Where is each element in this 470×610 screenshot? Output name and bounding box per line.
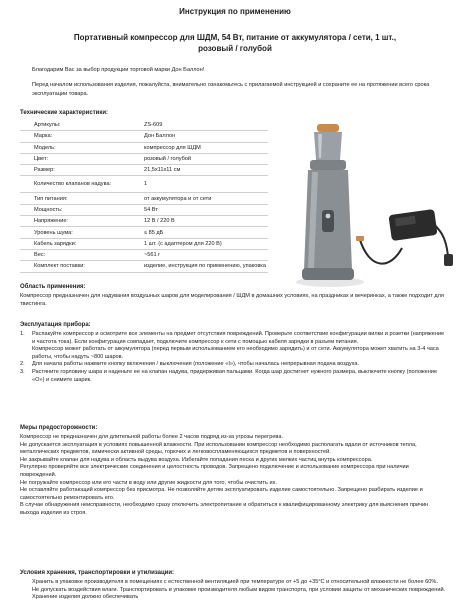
spec-value: ≤ 85 дБ (144, 229, 164, 236)
spec-label: Размер: (34, 167, 55, 174)
spec-value: 21,5x11x11 см (144, 167, 181, 174)
product-title: Портативный компрессор для ШДМ, 54 Вт, питание от аккумулятора / сети, 1 шт., розовый / голубой (73, 33, 397, 53)
operation-heading: Эксплуатация прибора: (20, 322, 91, 328)
spec-label: Марка: (34, 133, 53, 140)
spec-row (20, 261, 268, 272)
spec-row (20, 176, 268, 193)
spec-label: Мощность: (34, 206, 63, 213)
spec-label: Вес: (34, 252, 46, 259)
spec-value: 1 шт. (с адаптером для 220 В) (144, 240, 222, 247)
safety-item: Не допускается эксплуатация в условиях повышенной влажности. При использовании компрессор необходимо располагать вдали от источников тепла, металлических предметов, химически активной среды, горючих и легковоспламеняющихся предметов и поверхностей. (20, 441, 417, 456)
safety-list (20, 434, 446, 518)
storage-heading: Условия хранения, транспортировки и утилизации: (20, 570, 175, 576)
spec-label: Кабель зарядки: (34, 240, 77, 247)
list-item (20, 331, 446, 346)
spec-label: Комплект поставки: (34, 263, 85, 270)
spec-row (20, 120, 268, 131)
spec-value: 12 В / 220 В (144, 218, 175, 225)
spec-label: Модель: (34, 144, 56, 151)
safety-item: В случае обнаружения неисправности, необходимо сразу отключить электропитание и обратиться к квалифицированному электрику для выяснения причин выхода изделия из строя. (20, 502, 429, 516)
safety-item: Не оставляйте работающий компрессор без присмотра. Не позволяйте детям эксплуатировать изделие самостоятельно. Запрещено разбирать изделие и самостоятельно ремонтировать его. (20, 487, 423, 501)
safety-item: Не закрывайте клапан для надува и область выдува воздуха. Избегайте попадания песка и других мелких частиц внутрь компрессора. (20, 456, 373, 463)
list-item (20, 369, 446, 384)
spec-value: от аккумулятора и от сети (144, 195, 212, 202)
spec-row (20, 193, 268, 204)
spec-value: ~561 г (144, 252, 161, 259)
item-text: Компрессор может работать от аккумулятора (перед первым использованием его необходимо зарядить) и от сети. Аккумулятора может хватить на 3-4 часа работы, чтобы надуть ~800 шаров. (32, 346, 439, 360)
spec-row (20, 216, 268, 227)
spec-row (20, 205, 268, 216)
spec-row (20, 131, 268, 142)
item-text: Для начала работы нажмите кнопку включения / выключения (положение «I»), чтобы началась непрерывная подача воздуха. (32, 361, 360, 368)
spec-value: изделие, инструкция по применению, упаковка (144, 263, 266, 270)
spec-value: 54 Вт (144, 206, 158, 213)
spec-row (20, 154, 268, 165)
item-number: 2. (20, 361, 25, 368)
spec-row (20, 143, 268, 154)
safety-item: Компрессор не предназначен для длительной работы более 2 часов подряд из-за угрозы перегрева. (20, 434, 283, 440)
list-item (20, 361, 446, 369)
spec-row (20, 165, 268, 176)
spec-label: Цвет: (34, 156, 49, 163)
operation-list (20, 331, 446, 384)
item-text: Растяните горловину шара и наденьте ее на клапан надува, придерживая пальцами. Когда шар достигнет нужного размера, выключите кнопку (положение «O») и снимите шарик. (32, 368, 438, 383)
intro-text: Перед началом использования изделия, пожалуйста, внимательно ознакомьтесь с прилагаемой инструкцией и сохраните ее на протяжении всего срока эксплуатации товара. (32, 82, 430, 97)
application-text: Компрессор предназначен для надувания воздушных шаров для моделирования / ШДМ в домашних условиях, на праздниках и вечеринках, а также подходит для твистинга. (20, 293, 444, 307)
balloon-pump-image (296, 124, 364, 287)
safety-item: Регулярно проверяйте все электрические соединения и целостность проводов. Запрещено подключение и использование компрессора при наличии повреждений. (20, 464, 409, 478)
spec-row (20, 239, 268, 250)
list-item (20, 346, 446, 361)
spec-label: Артикулы: (34, 122, 61, 129)
product-illustration (270, 120, 460, 290)
spec-value: 1 (144, 181, 148, 188)
item-number: 1. (20, 331, 25, 337)
application-heading: Область применения: (20, 284, 86, 290)
spec-label: Напряжение: (34, 218, 68, 225)
item-text: Распакуйте компрессор и осмотрите все элементы на предмет отсутствия повреждений. Проверьте соответствие конфигурации вилки и розетки (напряжение и частота тока). Если конфигурация совпадает, подключите компрессор к сети с помощью кабеля зарядки в разъем питания. (32, 331, 445, 345)
spec-value: ZS-609 (144, 122, 163, 129)
item-number (20, 346, 32, 361)
spec-value: компрессор для ШДМ (144, 144, 201, 151)
specs-table (20, 120, 268, 273)
storage-text: Хранить в упаковке производителя в помещениях с естественной вентиляцией при температуре от +5 до +35°С и относительной влажности не более 60%. Не допускать воздействия влаги. Транспортировать в упаковке производителя любым видом транспорта, при условии защиты от механических повреждений. Хранение изделия должно обеспечивать (32, 579, 446, 601)
power-adapter-image (356, 209, 453, 266)
spec-label: Тип питания: (34, 195, 68, 202)
spec-label: Уровень шума: (34, 229, 73, 236)
item-number: 3. (20, 368, 25, 375)
greeting-text: Благодарим Вас за выбор продукции торговой марки Дон Баллон! (32, 67, 205, 73)
spec-value: Дон Баллон (144, 133, 176, 140)
safety-item: Не погружайте компрессор или его части в воду или другие жидкости для того, чтобы очистить их. (20, 479, 277, 486)
spec-value: розовый / голубой (144, 156, 192, 163)
specs-heading: Технические характеристики: (20, 110, 109, 116)
spec-label: Количество клапанов надува: (34, 181, 112, 188)
spec-row (20, 250, 268, 261)
document-title: Инструкция по применению (179, 7, 291, 16)
spec-row (20, 227, 268, 238)
safety-heading: Меры предосторожности: (20, 425, 98, 431)
